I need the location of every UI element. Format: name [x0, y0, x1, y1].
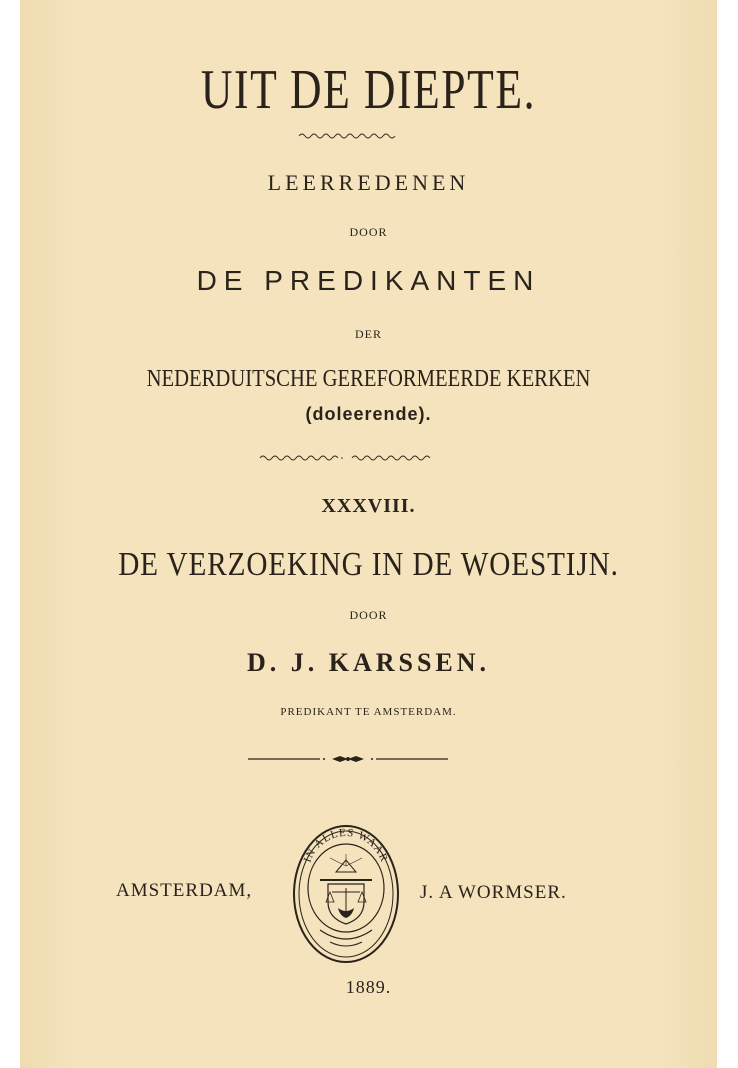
author-name: D. J. KARSSEN. [246, 648, 491, 677]
der-label: DER [355, 327, 382, 341]
door-label: DOOR [349, 225, 388, 239]
imprint-year: 1889. [345, 977, 392, 997]
svg-text:IN ALLES WAAR: IN ALLES WAAR [301, 826, 391, 865]
book-title: UIT DE DIEPTE. [200, 59, 537, 121]
series-subtitle: LEERREDENEN [267, 170, 470, 195]
authors-group: DE PREDIKANTEN [196, 265, 541, 296]
diamond-rule-ornament [248, 754, 448, 764]
sermon-title: DE VERZOEKING IN DE WOESTIJN. [118, 546, 619, 583]
double-wavy-rule-ornament [258, 453, 436, 463]
churches-qualifier: (doleerende). [305, 404, 432, 424]
imprint-city: AMSTERDAM, [116, 880, 253, 901]
author-role: PREDIKANT TE AMSTERDAM. [280, 706, 457, 718]
volume-number: XXXVIII. [321, 495, 416, 517]
churches-heading: NEDERDUITSCHE GEREFORMEERDE KERKEN [146, 366, 591, 392]
publisher-seal-icon [290, 818, 402, 968]
imprint-publisher: J. A WORMSER. [420, 882, 567, 903]
door-label-2: DOOR [349, 608, 388, 622]
wavy-rule-ornament [297, 131, 397, 141]
title-page [20, 0, 717, 1068]
